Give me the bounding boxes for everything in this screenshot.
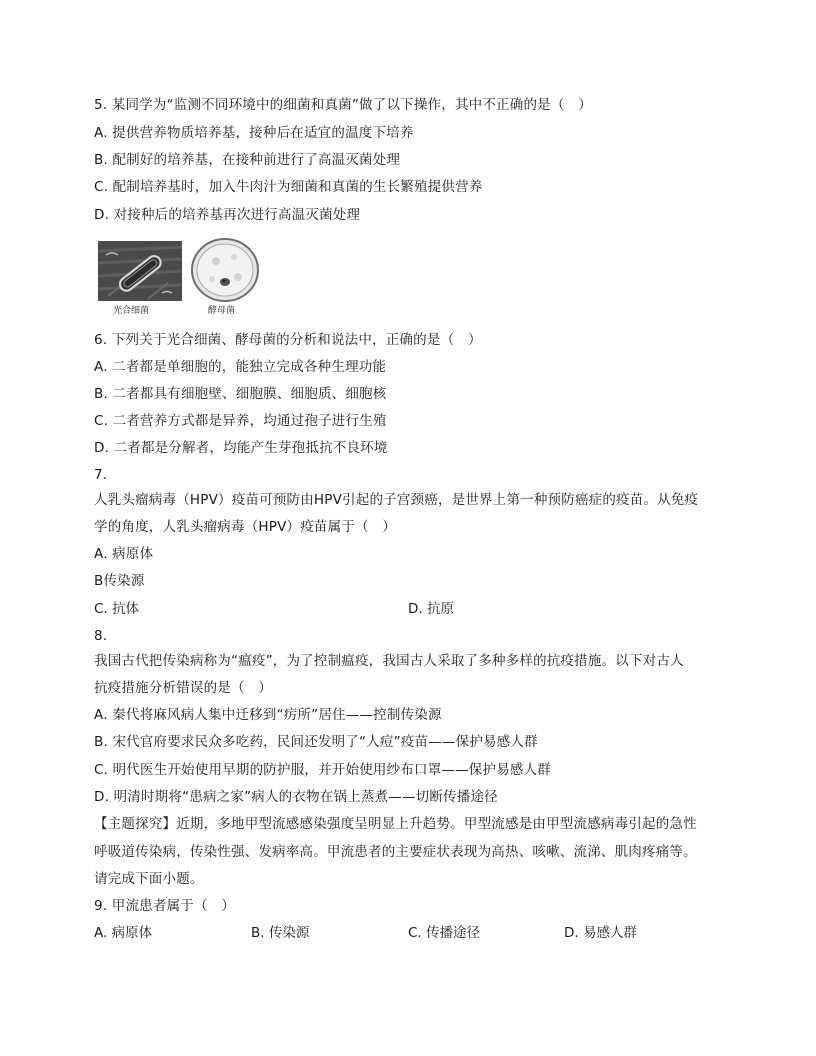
q8-stem-line1: 我国古代把传染病称为“瘟疫”，为了控制瘟疫，我国古人采取了多种多样的抗疫措施。以下对古人 [94,653,684,669]
q6-option-d: D. 二者都是分解者，均能产生芽孢抵抗不良环境 [94,440,388,456]
figure-caption-yeast: 酵母菌 [208,306,236,316]
yeast-image [190,237,260,303]
q8-number: 8. [94,628,108,644]
theme-line2: 呼吸道传染病，传染性强、发病率高。甲流患者的主要症状表现为高热、咳嗽、流涕、肌肉疼痛等。 [94,844,697,860]
q9-option-a: A. 病原体 [94,925,153,941]
q8-option-b: B. 宋代官府要求民众多吃药，民间还发明了“人痘”疫苗——保护易感人群 [94,734,538,750]
q7-number: 7. [94,467,108,483]
photosynthetic-bacteria-image [98,241,182,301]
q8-stem-line2: 抗疫措施分析错误的是（ ） [94,680,273,696]
microbe-figure [98,237,268,321]
q9-option-d: D. 易感人群 [564,925,637,941]
figure-caption-photosynthetic-bacteria: 光合细菌 [113,306,150,316]
q7-option-b: B传染源 [94,573,145,589]
q6-stem: 6. 下列关于光合细菌、酵母菌的分析和说法中，正确的是（ ） [94,332,482,348]
q8-option-d: D. 明清时期将“患病之家”病人的衣物在锅上蒸煮——切断传播途径 [94,789,498,805]
q5-stem: 5. 某同学为“监测不同环境中的细菌和真菌”做了以下操作，其中不正确的是（ ） [94,97,592,113]
q8-option-c: C. 明代医生开始使用早期的防护服，并开始使用纱布口罩——保护易感人群 [94,762,552,778]
q5-option-b: B. 配制好的培养基，在接种前进行了高温灭菌处理 [94,152,401,168]
q6-option-a: A. 二者都是单细胞的，能独立完成各种生理功能 [94,359,387,375]
q7-stem-line2: 学的角度，人乳头瘤病毒（HPV）疫苗属于（ ） [94,519,397,535]
q6-option-b: B. 二者都具有细胞壁、细胞膜、细胞质、细胞核 [94,386,387,402]
q9-stem: 9. 甲流患者属于（ ） [94,898,236,914]
q7-option-d: D. 抗原 [408,601,454,617]
q9-option-b: B. 传染源 [251,925,310,941]
q7-option-c: C. 抗体 [94,601,140,617]
q9-option-c: C. 传播途径 [408,925,481,941]
q5-option-c: C. 配制培养基时，加入牛肉汁为细菌和真菌的生长繁殖提供营养 [94,179,483,195]
q5-option-d: D. 对接种后的培养基再次进行高温灭菌处理 [94,207,361,223]
theme-line1: 【主题探究】近期，多地甲型流感感染强度呈明显上升趋势。甲型流感是由甲型流感病毒引起的急性 [94,816,697,832]
q6-option-c: C. 二者营养方式都是异养，均通过孢子进行生殖 [94,413,387,429]
theme-line3: 请完成下面小题。 [94,871,204,887]
q5-option-a: A. 提供营养物质培养基，接种后在适宜的温度下培养 [94,125,414,141]
q8-option-a: A. 秦代将麻风病人集中迁移到“疠所”居住——控制传染源 [94,707,442,723]
q7-stem-line1: 人乳头瘤病毒（HPV）疫苗可预防由HPV引起的子宫颈癌，是世界上第一种预防癌症的疫苗。从免疫 [94,492,699,508]
q7-option-a: A. 病原体 [94,546,154,562]
